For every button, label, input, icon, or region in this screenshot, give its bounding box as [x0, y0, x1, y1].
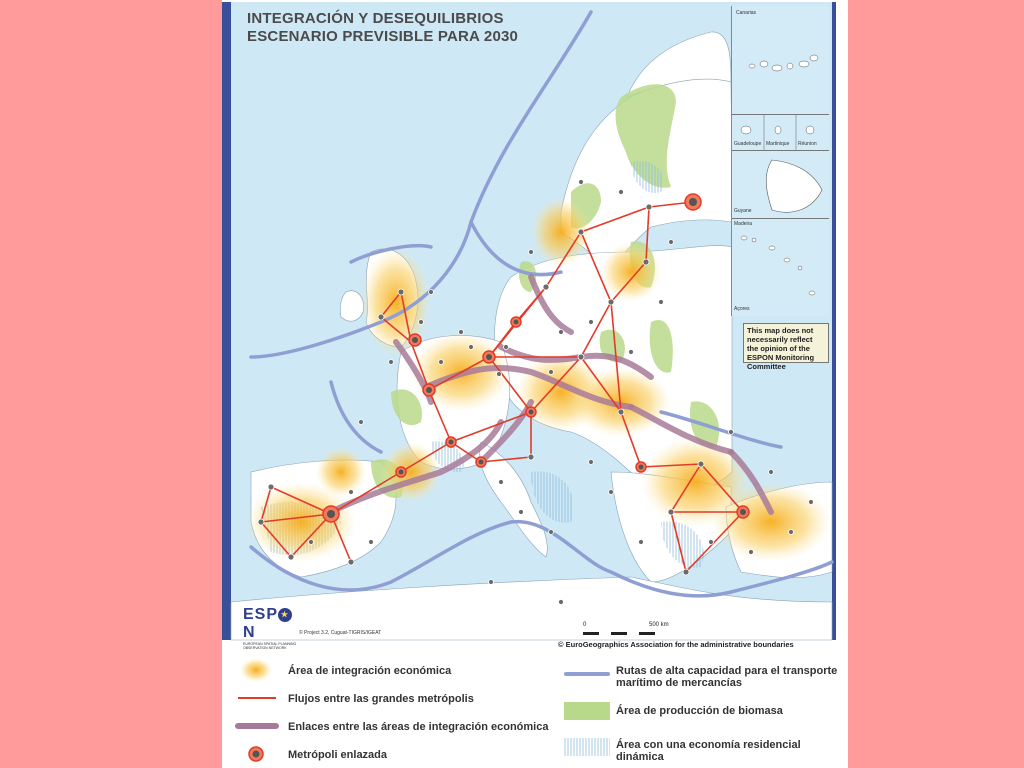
- integration-glow-icon: [234, 658, 278, 682]
- scale-segment: [639, 632, 655, 635]
- legend-label: Enlaces entre las áreas de integración económica: [288, 721, 549, 733]
- legend-label: Rutas de alta capacidad para el transporte marítimo de mercancías: [616, 665, 838, 689]
- project-note: © Project 3.2, Cuguat-TIGRIS/IGEAT: [299, 630, 382, 636]
- inset-label: Açores: [734, 306, 750, 312]
- legend-label: Área de producción de biomasa: [616, 705, 783, 717]
- legend-label: Flujos entre las grandes metrópolis: [288, 693, 474, 705]
- legend-metropolis-flows: [234, 690, 534, 710]
- metropolis-milan: [446, 437, 456, 447]
- ringed-circle-icon: [234, 744, 278, 764]
- canarias-islands: [732, 6, 829, 114]
- legend-label: Área con una economía residencial dinámica: [616, 739, 801, 763]
- inset-label: Madeira: [734, 221, 753, 227]
- legend: [222, 652, 848, 768]
- slide: [222, 0, 848, 768]
- legend-label: Área de integración económica: [288, 665, 452, 677]
- metropolis-istanbul: [737, 506, 749, 518]
- metropolis-rome: [476, 457, 486, 467]
- inset-canarias: [732, 6, 829, 115]
- metropolis-munich: [526, 407, 536, 417]
- espon-word-end: N: [243, 624, 256, 641]
- espon-logo: [243, 606, 303, 650]
- copyright-note: © EuroGeographics Association for the administrative boundaries: [558, 640, 794, 649]
- legend-linked-metropolis: [234, 744, 534, 764]
- red-line-icon: [234, 690, 278, 706]
- legend-biomass-area: [564, 700, 844, 720]
- scale-bar: [583, 624, 673, 638]
- metropolis-stpetersburg: [685, 194, 701, 210]
- map-title-line2: ESCENARIO PREVISIBLE PARA 2030: [247, 28, 519, 45]
- espon-wordmark: [243, 606, 303, 642]
- espon-tagline: EUROPEAN SPATIAL PLANNING OBSERVATION NETWORK: [243, 642, 297, 650]
- inset-label: Martinique: [766, 141, 790, 147]
- purple-line-icon: [234, 718, 278, 734]
- inset-label: Canarias: [736, 10, 757, 16]
- inset-guyane: [732, 150, 829, 219]
- blue-line-icon: [564, 662, 608, 678]
- inset-caribbean: [732, 114, 829, 151]
- scale-label: 500 km: [649, 622, 669, 628]
- map-title-line1: INTEGRACIÓN Y DESEQUILIBRIOS: [247, 10, 504, 27]
- legend-maritime-routes: [564, 662, 844, 692]
- inset-atlantic: [732, 218, 829, 316]
- atlantic-islands: [732, 218, 829, 316]
- ireland: [340, 291, 363, 321]
- metropolis-bucharest: [636, 462, 646, 472]
- metropolis-london: [409, 334, 421, 346]
- scale-segment: [583, 632, 599, 635]
- metropolis-hamburg: [511, 317, 521, 327]
- legend-integration-area: [234, 658, 534, 678]
- inset-label: Guyane: [734, 208, 752, 214]
- legend-residential-area: [564, 736, 844, 766]
- legend-label: Metrópoli enlazada: [288, 749, 388, 761]
- metropolis-barcelona: [396, 467, 406, 477]
- inset-label: Réunion: [798, 141, 817, 147]
- green-area-icon: [564, 700, 610, 722]
- disclaimer-note: This map does not necessarily reflect the opinion of the ESPON Monitoring Committee: [743, 323, 829, 363]
- inset-label: Guadeloupe: [734, 141, 762, 147]
- inset-panel: [731, 6, 829, 316]
- metropolis-brussels: [483, 351, 495, 363]
- legend-integration-links: [234, 718, 564, 738]
- hatched-area-icon: [564, 736, 610, 758]
- metropolis-paris: [423, 384, 435, 396]
- eu-stars-icon: ★: [278, 608, 292, 622]
- scale-zero: 0: [583, 622, 587, 628]
- metropolis-madrid: [323, 506, 339, 522]
- scale-segment: [611, 632, 627, 635]
- espon-word-start: ESP: [243, 606, 279, 623]
